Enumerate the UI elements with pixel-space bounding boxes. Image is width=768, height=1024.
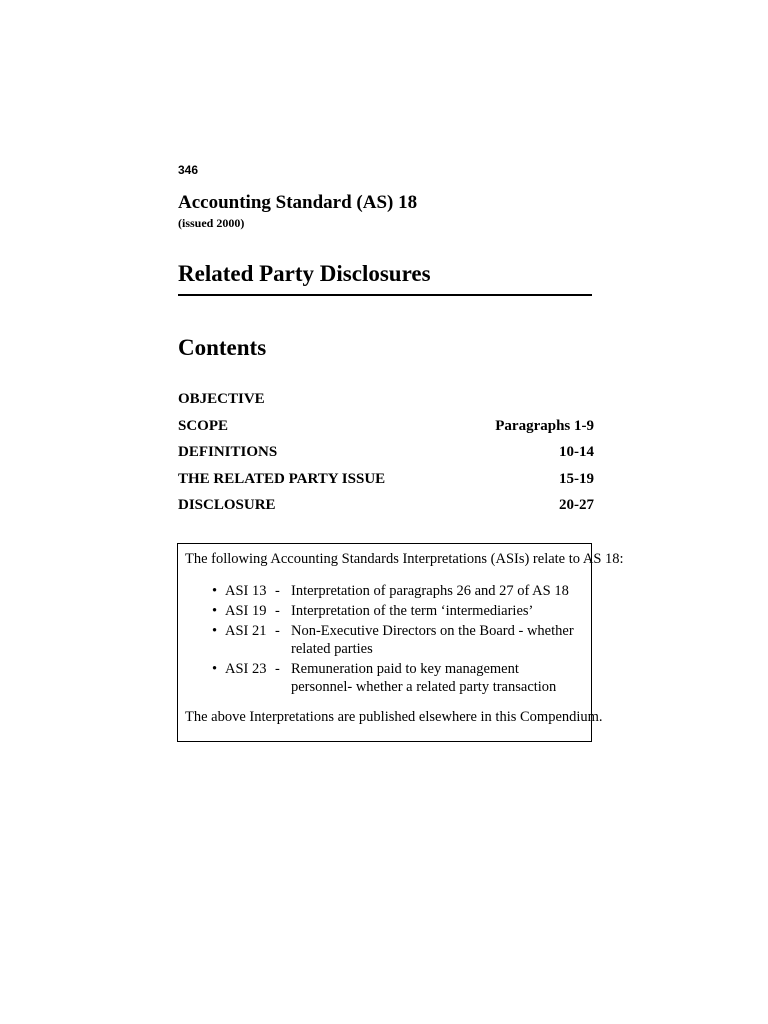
document-title: Related Party Disclosures: [178, 261, 431, 286]
bullet-icon: •: [212, 583, 218, 599]
page-number: 346: [178, 163, 199, 177]
contents-heading: Contents: [178, 335, 267, 360]
interpretations-box: [177, 543, 624, 742]
list-item-asi-19[interactable]: [212, 602, 582, 620]
toc-label: DISCLOSURE: [178, 497, 276, 513]
title-rule: [178, 294, 592, 296]
asi-code: ASI 21: [225, 623, 267, 639]
separator: -: [275, 623, 280, 639]
asi-description: Interpretation of the term ‘intermediaries’: [291, 603, 534, 619]
separator: -: [275, 661, 280, 677]
list-item-asi-23[interactable]: [212, 660, 582, 696]
toc-row-objective[interactable]: [178, 391, 594, 418]
toc-row-related-party-issue[interactable]: [178, 471, 594, 498]
list-item-asi-21[interactable]: [212, 622, 582, 658]
bullet-icon: •: [212, 603, 218, 619]
toc-paragraphs: 20-27: [559, 497, 594, 513]
asi-description: Interpretation of paragraphs 26 and 27 of AS 18: [291, 583, 569, 599]
asi-code: ASI 13: [225, 583, 267, 599]
interpretations-list: [212, 582, 582, 696]
asi-code: ASI 23: [225, 661, 267, 677]
separator: -: [275, 583, 280, 599]
toc-label: DEFINITIONS: [178, 444, 278, 460]
standard-title: Accounting Standard (AS) 18: [178, 192, 418, 213]
issued-date: (issued 2000): [178, 216, 245, 230]
interpretations-footer: The above Interpretations are published elsewhere in this Compendium.: [185, 709, 603, 725]
list-item-asi-13[interactable]: [212, 582, 582, 600]
bullet-icon: •: [212, 661, 218, 677]
asi-description: Remuneration paid to key management personnel- whether a related party transaction: [291, 661, 557, 695]
toc-label: THE RELATED PARTY ISSUE: [178, 470, 386, 487]
table-of-contents: [178, 391, 594, 524]
toc-row-scope[interactable]: [178, 418, 594, 445]
toc-label: SCOPE: [178, 417, 229, 434]
bullet-icon: •: [212, 623, 218, 639]
toc-row-disclosure[interactable]: [178, 497, 594, 524]
toc-row-definitions[interactable]: [178, 444, 594, 471]
toc-paragraphs: 10-14: [559, 444, 594, 460]
asi-code: ASI 19: [225, 603, 267, 619]
toc-paragraphs: Paragraphs 1-9: [495, 417, 594, 434]
asi-description: Non-Executive Directors on the Board - whether related parties: [291, 623, 574, 657]
separator: -: [275, 603, 280, 619]
toc-label: OBJECTIVE: [178, 391, 265, 407]
interpretations-intro: The following Accounting Standards Interpretations (ASIs) relate to AS 18:: [185, 551, 624, 567]
toc-paragraphs: 15-19: [559, 470, 594, 487]
